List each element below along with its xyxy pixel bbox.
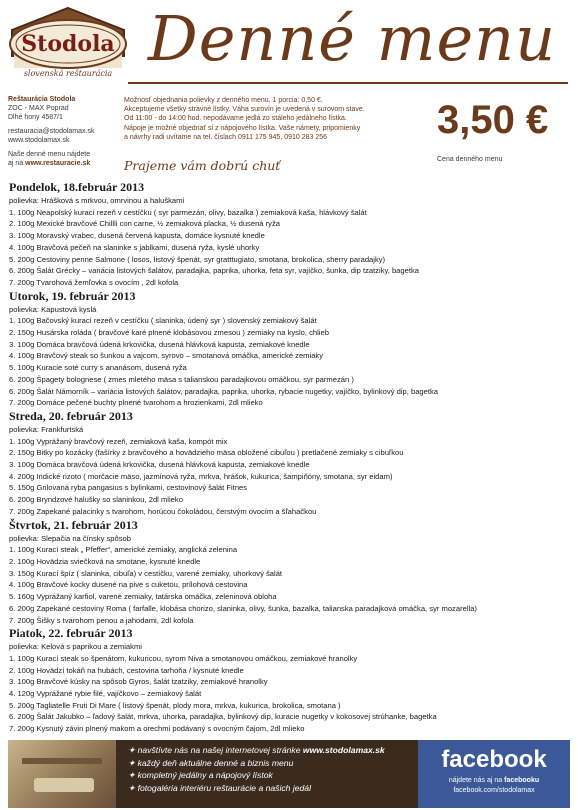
- menu-item: 2. 150g Bitky po kozácky (fašírky z bravčového a hovädzieho mäsa obložené cibuľou ) pretlačené zemiaky s cibuľkou: [9, 448, 404, 458]
- banner-line: ✦ kompletný jedálny a nápojový lístok: [128, 770, 273, 781]
- menu-item: 4. 100g Bravčový steak so šunkou a vajcom, syrovo – smotanová omáčka, americké zemiaky: [9, 351, 324, 361]
- contact-block: [8, 95, 120, 168]
- menu-item: 7. 200g Tvarohová žemľovka s ovocím , 2dl kofola: [9, 277, 179, 287]
- day-friday: [9, 626, 571, 735]
- menu-item: 4. 120g Vyprážané rybie filé, vajíčkovo – zemiakový šalát: [9, 689, 202, 699]
- menu-item: 4. 200g Indické rizoto ( morčacie mäso, jazmínová ryža, mrkva, hrášok, kukurica, šampiňóny, smotana, syr eidam): [9, 471, 393, 481]
- menu-item: 3. 100g Domáca bravčová údená krkovička, dusená hlávková kapusta, zemiakové knedle: [9, 339, 310, 349]
- menu-item: 5. 200g Tagliatelle Fruti Di Mare ( listový špenát, plody mora, mrkva, kukurica, brokolica, smotana ): [9, 700, 341, 710]
- day-soup: polievka: Hrášková s mrkvou, omrvinou a haluškami: [9, 196, 185, 205]
- notice-block: [124, 96, 429, 142]
- facebook-box[interactable]: [418, 740, 570, 808]
- day-thursday: [9, 518, 571, 627]
- notice-line: Od 11:00 - do 14:00 hod. nepodávame jedlá zo stáleho jedálneho lístka.: [124, 115, 347, 123]
- website-link[interactable]: www.stodolamax.sk: [8, 137, 70, 144]
- banner-website-link[interactable]: www.stodolamax.sk: [302, 745, 385, 755]
- menu-item: 1. 100g Kurací steak so špenátom, kukuricou, syrom Niva a smotanovou omáčkou, zemiakové hranolky: [9, 653, 358, 663]
- notice-line: Nápoje je možné objednať si z nápojového lístka. Vaše námety, pripomienky: [124, 124, 361, 132]
- menu-item: 3. 150g Kurací špíz ( slaninka, cibuľa) v cestíčku, varené zemiaky, uhorkový šalát: [9, 568, 283, 578]
- day-title: Streda, 20. február 2013: [9, 408, 133, 423]
- day-soup: polievka: Kapustová kyslá: [9, 304, 97, 314]
- menu-price-label: Cena denného menu: [437, 156, 503, 163]
- day-title: Piatok, 22. február 2013: [9, 626, 133, 641]
- menu-item: 7. 200g Domáce pečené buchty plnené tvarohom a hrozienkami, 2dl mlieko: [9, 398, 263, 408]
- menu-item: 5. 200g Cestoviny penne Salmone ( losos, listový špenát, syr gratttugiato, smotana, brokolica, sherry paradajky): [9, 254, 386, 264]
- notice-line: Možnosť objednania polievky z denného menu, 1 porcia: 0,50 €.: [124, 97, 323, 104]
- menu-item: 1. 100g Neapolský kurací rezeň v cestíčku ( syr parmezán, olivy, bazalka ) zemiaková kaša, hlávkový šalát: [9, 207, 367, 217]
- menu-item: 6. 200g Šalát Námorník – variácia listových šalátov, paradajka, paprika, uhorka, rybacie nugetky, vajíčko, bylinkový dip, bagetka: [9, 386, 438, 396]
- menu-link-text: Naše denné menu nájdete: [8, 151, 91, 158]
- menu-item: 4. 100g Bravčové kocky dusené na pive s cuketou, prílohová cestovina: [9, 580, 248, 590]
- menu-item: 3. 100g Moravský vrabec, dusená červená kapusta, domáce kysnuté knedle: [9, 231, 265, 241]
- email-link[interactable]: restauracia@stodolamax.sk: [8, 128, 95, 135]
- menu-item: 4. 100g Bravčová pečeň na slaninke s jablkami, dusená ryža, kyslé uhorky: [9, 242, 260, 252]
- banner-line: ✦ každý deň aktuálne denné a biznis menu: [128, 757, 294, 768]
- address-line-2: Dlhé hony 4587/1: [8, 114, 63, 121]
- restaurant-name: Reštaurácia Stodola: [8, 96, 76, 103]
- menu-item: 7. 200g Šišky s tvarohom penou a jahodami, 2dl kofola: [9, 615, 194, 625]
- stodola-logo: [4, 4, 132, 84]
- footer-banner: [8, 740, 570, 808]
- menu-item: 6. 200g Šalát Grécky – variácia listových šalátov, paradajka, paprika, uhorka, feta syr, vajíčko, šunka, dip tzatziky, bagetka: [9, 266, 419, 276]
- day-soup: polievka: Frankfurtská: [9, 424, 84, 434]
- menu-item: 2. 100g Hovädzia sviečková na smotane, kysnuté knedle: [9, 556, 201, 566]
- menu-price: 3,50 €: [437, 98, 549, 142]
- menu-item: 2. 100g Mexické bravčové Chillli con carne, ½ zemiaková placka, ½ dusená ryža: [9, 219, 280, 229]
- day-monday: [9, 180, 571, 289]
- menu-item: 3. 100g Bravčové kúsky na spôsob Gyros, šalát tzatziky, zemiakové hranolky: [9, 677, 268, 687]
- notice-line: a návrhy radi uvítame na tel. číslach 0911 175 945, 0910 283 256: [124, 133, 328, 141]
- menu-item: 2. 100g Hovädzí tokáň na hubách, cestovina tarhoňa / kysnuté knedle: [9, 665, 244, 675]
- menu-link-prefix: aj na: [8, 160, 24, 167]
- day-title: Pondelok, 18.február 2013: [9, 180, 145, 194]
- notice-line: Akceptujeme všetky stravné lístky. Váha surovín je uvedená v surovom stave.: [124, 106, 365, 114]
- banner-text: [116, 740, 418, 808]
- menu-item: 1. 100g Vyprážaný bravčový rezeň, zemiaková kaša, kompót mix: [9, 436, 228, 446]
- menu-item: 6. 200g Zapekané cestoviny Roma ( farfalle, klobása chorizo, slaninka, olivy, šunka, bazalka, talianska paradajková omáčka, syr mozarella): [9, 603, 477, 613]
- greeting: Prajeme vám dobrú chuť: [124, 158, 281, 173]
- facebook-url[interactable]: facebook.com/stodolamax: [453, 787, 535, 794]
- banner-line-prefix: navštívte nás na našej internetovej stránke: [137, 745, 301, 755]
- menu-item: 3. 100g Domáca bravčová údená krkovička, dusená hlávková kapusta, zemiakové knedle: [9, 460, 310, 470]
- day-wednesday: [9, 409, 571, 518]
- menu-item: 2. 150g Husárska roláda ( bravčové karé plnené klobásovou zmesou ) zemiaky na kyslo, chlieb: [9, 328, 329, 338]
- day-soup: polievka: Kelová s paprikou a zemiakmi: [9, 642, 142, 652]
- day-soup: polievka: Slepačia na čínsky spôsob: [9, 533, 131, 543]
- address-line-1: ZOC - MAX Poprad: [8, 105, 69, 112]
- menu-item: 7. 200g Kysnutý závin plnený makom a orechmi podávaný s ovocným čajom, 2dl mlieko: [9, 724, 305, 734]
- day-title: Štvrtok, 21. február 2013: [9, 517, 138, 532]
- svg-text:slovenská reštaurácia: slovenská reštaurácia: [23, 69, 113, 78]
- facebook-logo: facebook: [441, 746, 547, 773]
- menu-link-line: [8, 159, 120, 168]
- menu-item: 5. 150g Grilovaná ryba pangasius s bylinkami, cestovinový šalát Fitnes: [9, 483, 248, 493]
- restauracie-link[interactable]: www.restauracie.sk: [25, 160, 91, 167]
- menu-item: 6. 200g Špagety bolognese ( zmes mletého mäsa s talianskou paradajkovou omáčkou, syr parmezán ): [9, 374, 354, 384]
- menu-item: 1. 100g Kurací steak „ Pfeffer“, americké zemiaky, anglická zelenina: [9, 545, 238, 555]
- banner-line: ✦ fotogaléria interiéru reštaurácie a našich jedál: [128, 782, 312, 793]
- svg-text:Stodola: Stodola: [21, 31, 115, 57]
- title-rule: [128, 82, 568, 84]
- menu-item: 7. 200g Zapekané palacinky s tvarohom, horúcou čokoládou, čerstvým ovocím a šľahačkou: [9, 506, 317, 516]
- page-title: Denné menu: [148, 2, 557, 75]
- menu-item: 6. 200g Bryndzové halušky so slaninkou, 2dl mlieko: [9, 495, 183, 505]
- day-tuesday: [9, 289, 571, 409]
- menu-item: 1. 100g Bačovský kurací rezeň v cestíčku ( slaninka, údený syr ) slovenský zemiakový šalát: [9, 316, 317, 326]
- weekly-menu: [9, 180, 571, 735]
- menu-item: 6. 200g Šalát Jakubko – ľadový šalát, mrkva, uhorka, paradajka, bylinkový dip, kuracie nugetky v kokosovej strúhanke, bagetka: [9, 712, 437, 722]
- banner-line: ✦ navštívte nás na našej internetovej stránke www.stodolamax.sk: [128, 745, 385, 755]
- facebook-line: nájdete nás aj na facebooku: [448, 777, 540, 784]
- menu-item: 5. 160g Vyprážaný karfiol, varené zemiaky, tatárska omáčka, zeleninová obloha: [9, 592, 277, 602]
- menu-item: 5. 100g Kuracie soté curry s ananásom, dusená ryža: [9, 363, 187, 373]
- day-title: Utorok, 19. február 2013: [9, 288, 136, 303]
